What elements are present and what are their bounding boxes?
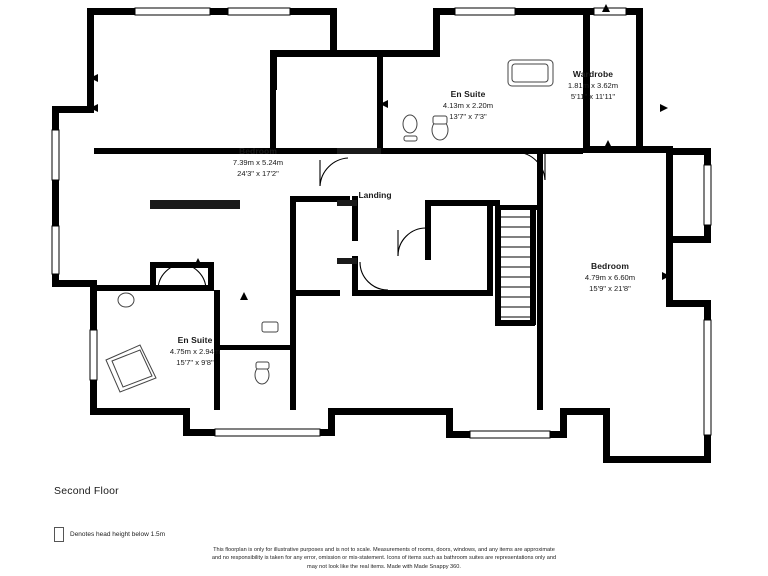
legend	[54, 527, 165, 542]
room-label-wardrobe-imperial: 5'11" x 11'11"	[570, 92, 616, 101]
room-label-ensuite-2-metric: 4.75m x 2.94m	[169, 347, 221, 356]
room-label-ensuite-2-imperial: 15'7" x 9'8"	[176, 358, 214, 367]
disclaimer-line-1: This floorplan is only for illustrative purposes and is not to scale. Measurements of rooms, doors, windows, and any items are approximate	[213, 547, 555, 553]
floor-title: Second Floor	[54, 485, 119, 497]
disclaimer-line-3: may not look like the real items. Made with Made Snappy 360.	[307, 563, 461, 570]
disclaimer-line-2: and no responsibility is taken for any error, omission or mis-statement. Icons of items such as bathroom suites are representations only and	[211, 555, 557, 562]
room-label-ensuite-1-name: En Suite	[450, 89, 486, 99]
room-label-bedroom-2-imperial: 15'9" x 21'8"	[589, 284, 631, 293]
room-label-bedroom-2-metric: 4.79m x 6.60m	[584, 273, 636, 282]
legend-swatch	[54, 527, 64, 542]
disclaimer	[0, 546, 768, 571]
room-label-bedroom-2-name: Bedroom	[590, 261, 629, 271]
room-label-ensuite-2-name: En Suite	[177, 335, 213, 345]
room-label-ensuite-1-imperial: 13'7" x 7'3"	[449, 112, 487, 121]
legend-label: Denotes head height below 1.5m	[70, 531, 166, 538]
room-label-wardrobe-name: Wardrobe	[572, 69, 614, 79]
staircase	[497, 207, 531, 323]
room-label-bedroom-1-name: Bedroom	[238, 146, 277, 156]
room-label-wardrobe-metric: 1.81m x 3.62m	[567, 81, 619, 90]
room-label-ensuite-1-metric: 4.13m x 2.20m	[442, 101, 494, 110]
room-label-bedroom-1-imperial: 24'3" x 17'2"	[237, 169, 279, 178]
room-label-bedroom-1-metric: 7.39m x 5.24m	[232, 158, 284, 167]
room-label-landing: Landing	[358, 190, 392, 200]
